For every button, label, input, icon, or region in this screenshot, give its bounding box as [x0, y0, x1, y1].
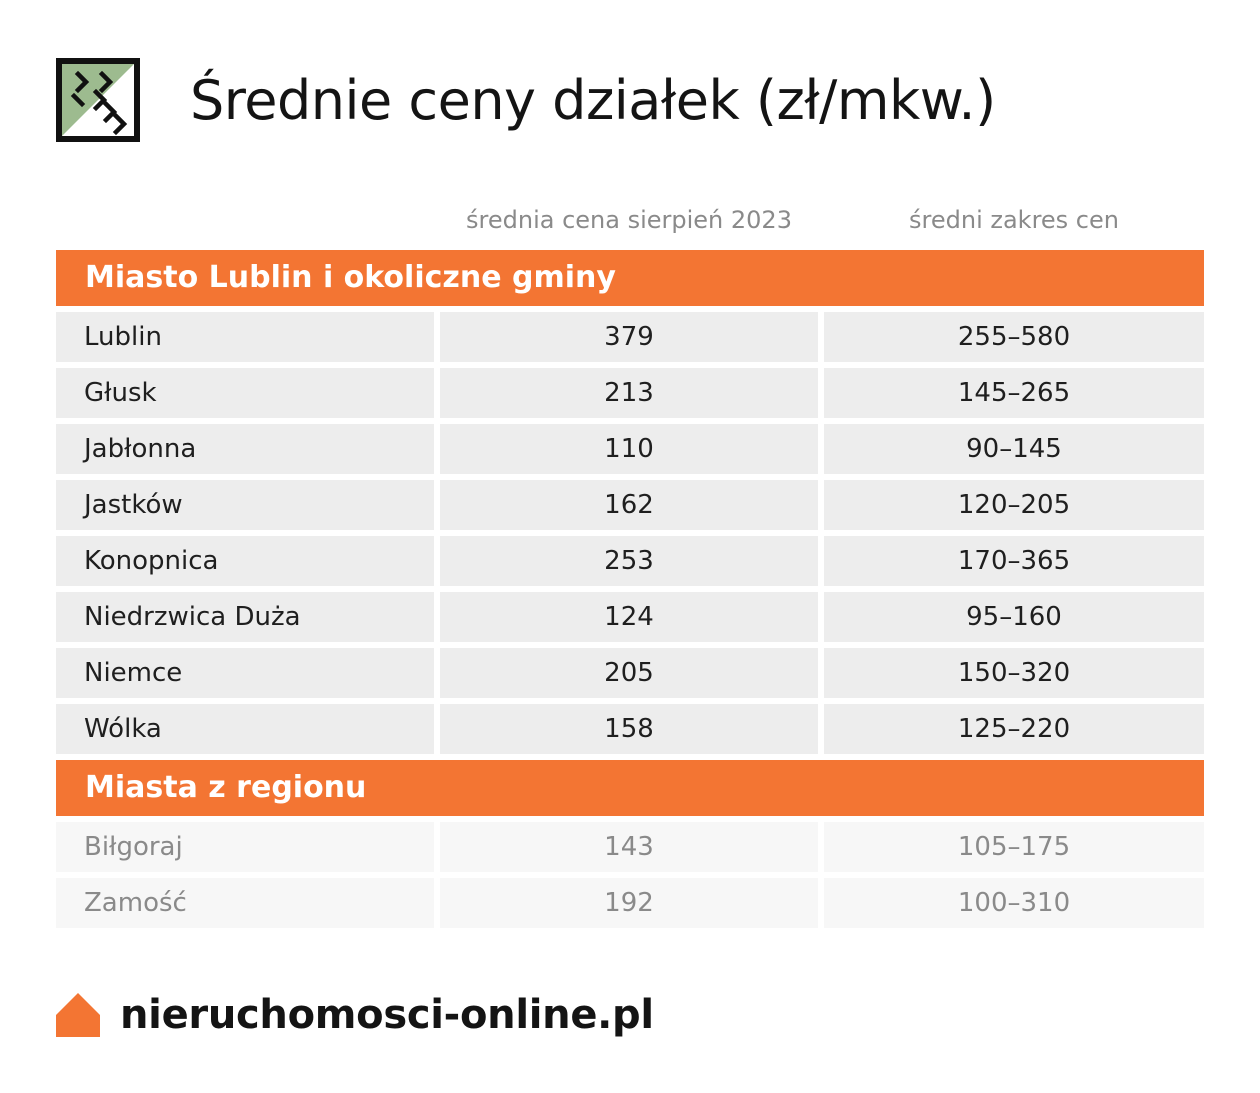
column-header-range: średni zakres cen: [909, 206, 1119, 234]
section-header: Miasta z regionu: [56, 760, 1204, 816]
avg-price-cell: 192: [440, 878, 818, 928]
table-row: [56, 368, 1204, 418]
column-header-avg: średnia cena sierpień 2023: [466, 206, 792, 234]
avg-price-cell: 124: [440, 592, 818, 642]
section-rows: [56, 306, 1204, 754]
avg-price-cell: 158: [440, 704, 818, 754]
place-name-cell: Lublin: [56, 312, 434, 362]
avg-price-cell: 162: [440, 480, 818, 530]
land-plot-icon: [56, 58, 140, 142]
place-name-cell: Biłgoraj: [56, 822, 434, 872]
place-name-cell: Zamość: [56, 878, 434, 928]
place-name-cell: Jastków: [56, 480, 434, 530]
avg-price-cell: 143: [440, 822, 818, 872]
place-name-cell: Wólka: [56, 704, 434, 754]
price-range-cell: 170–365: [824, 536, 1204, 586]
table-row: [56, 592, 1204, 642]
price-range-cell: 100–310: [824, 878, 1204, 928]
table-row: [56, 822, 1204, 872]
page-title: Średnie ceny działek (zł/mkw.): [190, 68, 996, 132]
table-row: [56, 424, 1204, 474]
table-row: [56, 312, 1204, 362]
price-range-cell: 105–175: [824, 822, 1204, 872]
section-rows: [56, 816, 1204, 928]
price-range-cell: 150–320: [824, 648, 1204, 698]
price-range-cell: 120–205: [824, 480, 1204, 530]
avg-price-cell: 205: [440, 648, 818, 698]
place-name-cell: Konopnica: [56, 536, 434, 586]
price-range-cell: 95–160: [824, 592, 1204, 642]
table-row: [56, 536, 1204, 586]
avg-price-cell: 110: [440, 424, 818, 474]
brand-name: nieruchomosci-online.pl: [120, 992, 654, 1038]
place-name-cell: Głusk: [56, 368, 434, 418]
price-range-cell: 145–265: [824, 368, 1204, 418]
place-name-cell: Niemce: [56, 648, 434, 698]
price-range-cell: 125–220: [824, 704, 1204, 754]
footer: [56, 985, 654, 1045]
price-table: [56, 250, 1204, 928]
table-row: [56, 648, 1204, 698]
price-range-cell: 90–145: [824, 424, 1204, 474]
price-range-cell: 255–580: [824, 312, 1204, 362]
table-row: [56, 480, 1204, 530]
table-row: [56, 878, 1204, 928]
header: [56, 57, 996, 143]
column-headers: [0, 200, 1260, 240]
section-header: Miasto Lublin i okoliczne gminy: [56, 250, 1204, 306]
avg-price-cell: 253: [440, 536, 818, 586]
avg-price-cell: 213: [440, 368, 818, 418]
avg-price-cell: 379: [440, 312, 818, 362]
place-name-cell: Jabłonna: [56, 424, 434, 474]
table-row: [56, 704, 1204, 754]
place-name-cell: Niedrzwica Duża: [56, 592, 434, 642]
house-icon: [56, 993, 100, 1037]
